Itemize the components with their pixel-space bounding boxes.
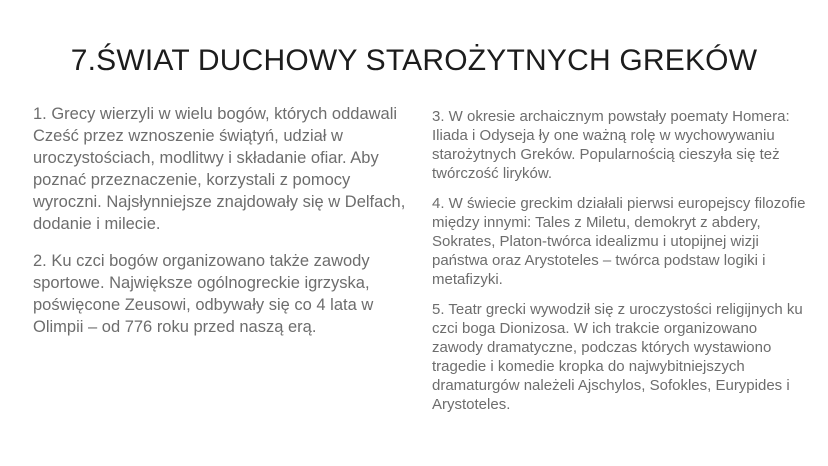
slide-title: 7.ŚWIAT DUCHOWY STAROŻYTNYCH GREKÓW: [70, 44, 758, 77]
paragraph-3: 3. W okresie archaicznym powstały poematy Homera: Iliada i Odyseja ły one ważną rolę w wychowywaniu starożytnych Greków. Popularnością cieszyła się też twórczość liryków.: [432, 108, 790, 182]
left-text-column: [33, 103, 408, 425]
paragraph-2: 2. Ku czci bogów organizowano także zawody sportowe. Największe ogólnogreckie igrzyska, poświęcone Zeusowi, odbywały się co 4 lata w Olimpii – od 776 roku przed naszą erą.: [33, 252, 374, 336]
paragraph-4: 4. W świecie greckim działali pierwsi europejscy filozofie między innymi: Tales z Miletu, demokryt z abdery, Sokrates, Platon-twórca idealizmu i utopijnej wizji państwa oraz Arystoteles – twórca podstaw logiki i metafizyki.: [432, 195, 806, 288]
right-text-column: [432, 103, 808, 425]
paragraph-1: 1. Grecy wierzyli w wielu bogów, których oddawali Cześć przez wznoszenie świątyń, udział w uroczystościach, modlitwy i składanie ofiar. Aby poznać przeznaczenie, korzystali z pomocy wyroczni. Najsłynniejsze znajdowały się w Delfach, dodanie i milecie.: [33, 105, 406, 233]
slide-body-columns: [33, 103, 808, 425]
paragraph-5: 5. Teatr grecki wywodził się z uroczystości religijnych ku czci boga Dionizosa. W ich trakcie organizowano zawody dramatyczne, podczas których wystawiono tragedie i komedie kropka do najwybitniejszych dramaturgów należeli Ajschylos, Sofokles, Eurypides i Arystoteles.: [432, 301, 803, 413]
